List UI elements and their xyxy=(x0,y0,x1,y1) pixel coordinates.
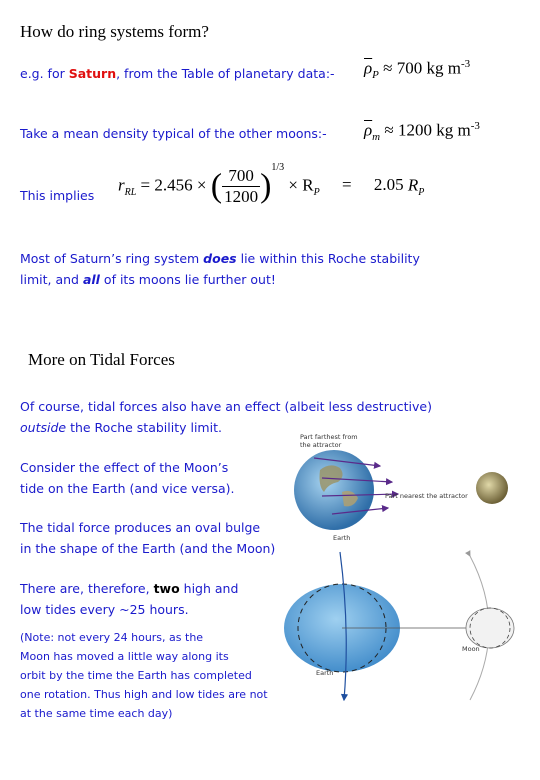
consider-text-1: Consider the effect of the Moon’s xyxy=(20,460,229,475)
far-part-label: Part farthest from the attractor xyxy=(300,433,358,449)
rho-p-subscript: P xyxy=(372,69,379,82)
rl-subscript: RL xyxy=(124,186,137,198)
rings-text-3: limit, and xyxy=(20,272,83,287)
equation-rho-m xyxy=(364,120,480,143)
section-heading: More on Tidal Forces xyxy=(28,350,175,369)
bulge-paragraph xyxy=(20,517,275,559)
rings-text-4: of its moons lie further out! xyxy=(99,272,276,287)
consider-text-2: tide on the Earth (and vice versa). xyxy=(20,481,235,496)
times-rp: × R xyxy=(288,175,314,195)
rho-m-subscript: m xyxy=(372,131,381,144)
r-symbol: r xyxy=(118,175,125,195)
two-text-pre: There are, therefore, xyxy=(20,581,154,596)
emph-outside: outside xyxy=(20,420,67,435)
emph-all: all xyxy=(82,272,100,287)
consider-paragraph xyxy=(20,457,235,499)
note-line-2: Moon has moved a little way along its xyxy=(20,650,229,663)
rho-m-exponent: -3 xyxy=(470,120,480,132)
left-paren: ( xyxy=(210,167,223,205)
right-paren: ) xyxy=(260,167,272,205)
result-r: R xyxy=(407,175,419,195)
equation-roche-limit xyxy=(118,161,425,207)
emph-does: does xyxy=(203,251,237,266)
rho-symbol: $\overline{\rho}$ xyxy=(364,120,373,140)
earth-label-bottom: Earth xyxy=(316,669,334,677)
note-line-4: one rotation. Thus high and low tides are not xyxy=(20,688,268,701)
bulge-text-2: in the shape of the Earth (and the Moon) xyxy=(20,541,276,556)
tidal-text-1: Of course, tidal forces also have an effect (albeit less destructive) xyxy=(20,399,432,414)
rho-p-unit: kg m xyxy=(426,58,461,78)
ratio-numerator: 700 xyxy=(222,166,260,187)
rings-paragraph xyxy=(20,248,420,290)
saturn-line-post: , from the Table of planetary data:- xyxy=(116,66,335,81)
rho-symbol: $\overline{\rho}$ xyxy=(364,58,373,78)
rho-p-exponent: -3 xyxy=(460,58,471,70)
emph-two: two xyxy=(153,581,180,596)
tidal-bulge-figure xyxy=(270,548,532,708)
tidal-text-2: the Roche stability limit. xyxy=(66,420,222,435)
moon-globe xyxy=(476,472,508,504)
rings-text-2: lie within this Roche stability xyxy=(236,251,420,266)
saturn-line-pre: e.g. for xyxy=(20,66,69,81)
rho-m-value: 1200 xyxy=(397,120,432,140)
rho-p-value: 700 xyxy=(396,58,423,78)
result-value: 2.05 xyxy=(373,175,404,195)
rho-m-unit: kg m xyxy=(436,120,471,140)
two-text-post: high and xyxy=(179,581,239,596)
saturn-name: Saturn xyxy=(68,66,117,81)
implies-label: This implies xyxy=(20,188,95,203)
two-text-2: low tides every ~25 hours. xyxy=(20,602,189,617)
bulge-text-1: The tidal force produces an oval bulge xyxy=(20,520,261,535)
note-line-1: (Note: not every 24 hours, as the xyxy=(20,631,204,644)
result-subscript: P xyxy=(418,186,425,198)
coefficient: = 2.456 × xyxy=(140,175,207,195)
page-title: How do ring systems form? xyxy=(20,22,209,41)
rings-text-1: Most of Saturn’s ring system xyxy=(20,251,204,266)
note-line-3: orbit by the time the Earth has completed xyxy=(20,669,252,682)
ratio-denominator: 1200 xyxy=(224,187,259,206)
near-part-label: Part nearest the attractor xyxy=(385,492,468,500)
equals-sign: = xyxy=(341,175,352,195)
earth-label-top: Earth xyxy=(333,534,351,542)
equation-rho-p xyxy=(364,58,470,81)
density-ratio xyxy=(222,166,260,207)
approx-sign: ≈ xyxy=(383,58,393,78)
power-exponent: 1/3 xyxy=(271,161,285,173)
rp-subscript: P xyxy=(313,186,320,198)
approx-sign: ≈ xyxy=(384,120,394,140)
note-paragraph xyxy=(20,628,268,723)
saturn-line xyxy=(20,66,335,81)
earth-globe xyxy=(294,450,374,530)
note-line-5: at the same time each day) xyxy=(20,707,173,720)
moon-bulge xyxy=(466,608,514,648)
mean-density-line: Take a mean density typical of the other moons:- xyxy=(20,126,327,141)
moon-label: Moon xyxy=(462,645,480,653)
two-tides-paragraph xyxy=(20,578,238,620)
